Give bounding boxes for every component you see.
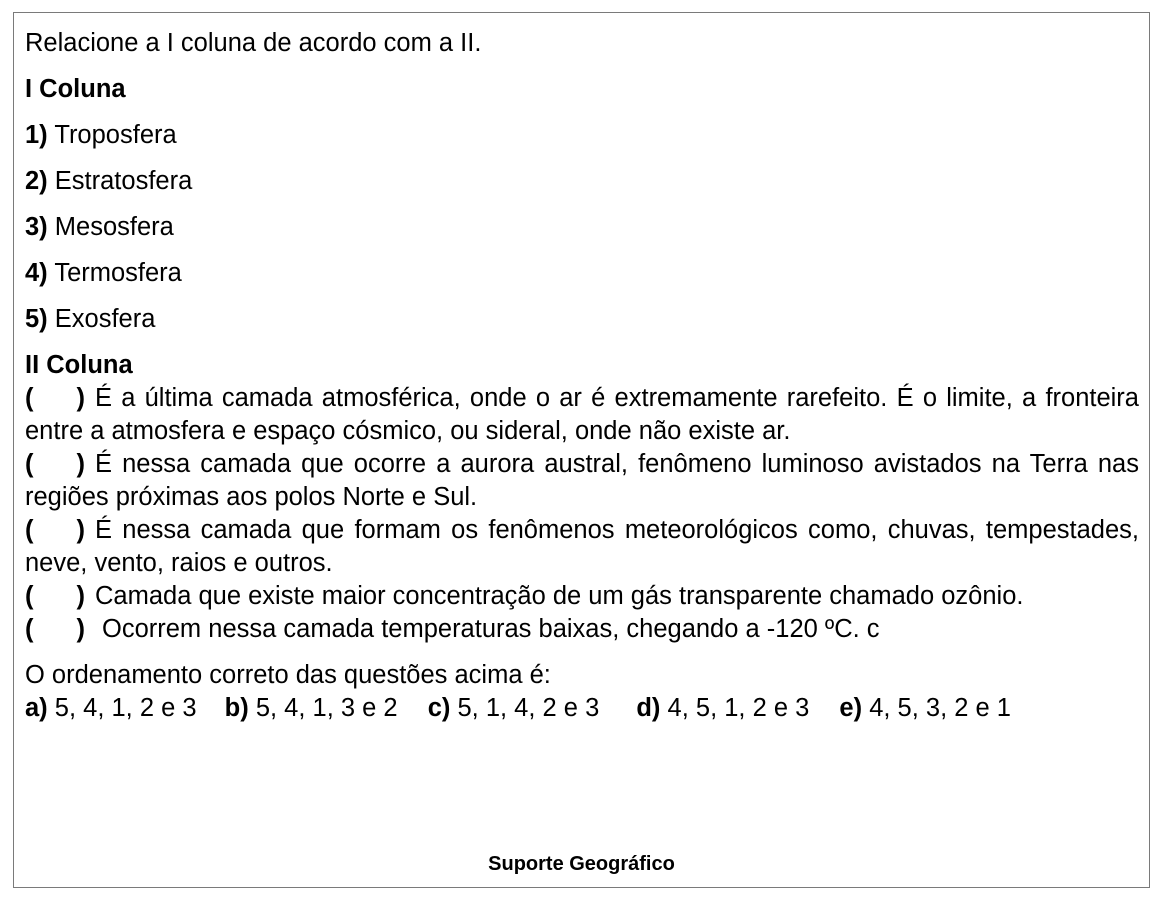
option-b: b) 5, 4, 1, 3 e 2 [224,694,398,722]
column-one-item [25,303,1139,336]
option-c: c) 5, 1, 4, 2 e 3 [427,694,600,722]
item-description: É a última camada atmosférica, onde o ar é extremamente rarefeito. É o limite, a fronteira entre a atmosfera e espaço cósmico, ou sideral, onde não existe ar. [25,384,1139,445]
item-number: 2) [25,167,48,195]
item-number: 4) [25,259,48,287]
source-credit: Suporte Geográfico [488,853,675,875]
column-two-item [25,382,1139,448]
item-number: 5) [25,305,48,333]
item-number: 1) [25,121,48,149]
column-two-item [25,613,1139,646]
item-description: Ocorrem nessa camada temperaturas baixas, chegando a -120 ºC. c [102,615,880,643]
answer-blank: ( ) [25,615,85,643]
answer-blank: ( ) [25,516,85,544]
item-label: Termosfera [54,259,182,287]
item-description: Camada que existe maior concentração de um gás transparente chamado ozônio. [95,582,1024,610]
item-number: 3) [25,213,48,241]
item-label: Estratosfera [54,167,193,195]
column-two-heading: II Coluna [25,351,133,379]
answer-options [25,692,1139,725]
column-one-heading: I Coluna [25,75,126,103]
column-one-item [25,211,1139,244]
item-description: É nessa camada que ocorre a aurora austral, fenômeno luminoso avistados na Terra nas regiões próximas aos polos Norte e Sul. [25,450,1139,511]
instruction-text: Relacione a I coluna de acordo com a II. [25,29,482,57]
question-content [25,27,1139,725]
column-one-item [25,257,1139,290]
option-a: a) 5, 4, 1, 2 e 3 [25,694,197,722]
item-label: Mesosfera [54,213,174,241]
answer-blank: ( ) [25,384,85,412]
column-one-item [25,119,1139,152]
option-d: d) 4, 5, 1, 2 e 3 [636,694,810,722]
item-label: Exosfera [54,305,156,333]
item-label: Troposfera [54,121,177,149]
answer-blank: ( ) [25,450,85,478]
option-e: e) 4, 5, 3, 2 e 1 [839,694,1011,722]
column-two-item [25,580,1139,613]
question-text: O ordenamento correto das questões acima é: [25,661,551,689]
column-two-item [25,448,1139,514]
item-description: É nessa camada que formam os fenômenos meteorológicos como, chuvas, tempestades, neve, vento, raios e outros. [25,516,1139,577]
column-two-item [25,514,1139,580]
column-one-item [25,165,1139,198]
answer-blank: ( ) [25,582,85,610]
